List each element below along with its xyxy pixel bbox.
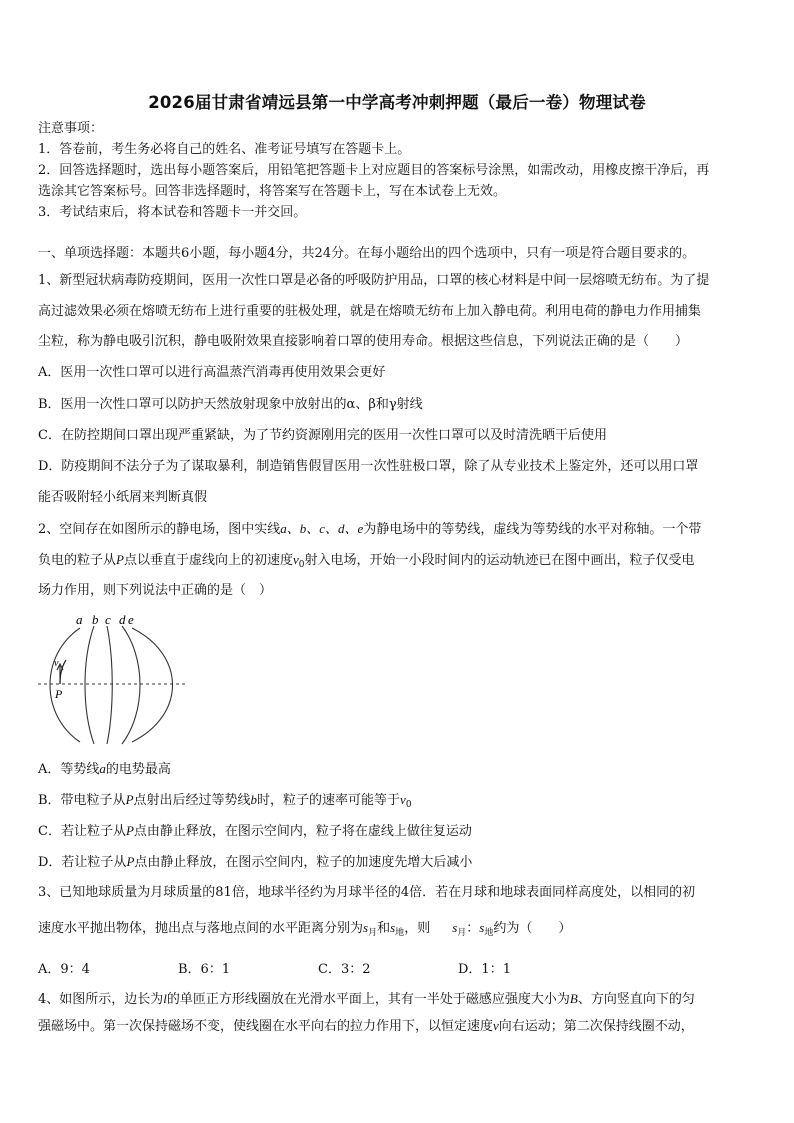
q3-option-d: D．1：1 [458, 962, 511, 977]
q2-stem-line2: 负电的粒子从P点以垂直于虚线向上的初速度$v_0$射入电场，开始一小段时间内的运动轨迹已在图中画出，粒子仅受电 [38, 552, 695, 570]
equipotential-line-b [85, 626, 94, 744]
label-a: a [76, 612, 83, 627]
label-d: d [119, 612, 126, 627]
q1-stem-line1: 1、新型冠状病毒防疫期间，医用一次性口罩是必备的呼吸防护用品，口罩的核心材料是中间一层熔喷无纺布。为了提 [38, 273, 710, 288]
q1-stem-line2: 高过滤效果必须在熔喷无纺布上进行重要的驻极处理，就是在熔喷无纺布上加入静电荷。利用电荷的静电力作用捕集 [38, 304, 702, 319]
q2-option-d: D．若让粒子从P点由静止释放，在图示空间内，粒子的加速度先增大后减小 [38, 854, 473, 870]
q4-stem-line1: 4、如图所示，边长为l的单匝正方形线圈放在光滑水平面上，其有一半处于磁感应强度大小为B、方向竖直向下的匀 [38, 991, 695, 1007]
q3-option-a: A．9：4 [38, 962, 90, 977]
notice-item-1: 1．答卷前，考生务必将自己的姓名、准考证号填写在答题卡上。 [38, 142, 411, 157]
q2-stem-line3: 场力作用，则下列说法中正确的是（ ） [38, 583, 273, 598]
q3-stem-line2: 速度水平抛出物体，抛出点与落地点间的水平距离分别为$s_月$和$s_地$，则 $s_月$：$s_地$约为（ ） [38, 920, 572, 938]
q1-option-a: A．医用一次性口罩可以进行高温蒸汽消毒再使用效果会更好 [38, 365, 386, 380]
q1-option-b: B．医用一次性口罩可以防护天然放射现象中放射出的α、β和γ射线 [38, 397, 423, 412]
equipotential-line-c [107, 626, 112, 744]
point-p-label: P [55, 687, 63, 701]
q1-option-c: C．在防控期间口罩出现严重紧缺，为了节约资源刚用完的医用一次性口罩可以及时清洗晒干后使用 [38, 428, 607, 443]
exam-title: 2026届甘肃省靖远县第一中学高考冲刺押题（最后一卷）物理试卷 [148, 93, 646, 112]
q1-option-d: D．防疫期间不法分子为了谋取暴利，制造销售假冒医用一次性驻极口罩，除了从专业技术上鉴定外，还可以用口罩 [38, 459, 699, 474]
q3-option-b: B．6：1 [178, 962, 231, 977]
velocity-label: v [54, 658, 59, 669]
trajectory [60, 660, 66, 684]
q1-option-d-cont: 能否吸附轻小纸屑来判断真假 [38, 490, 208, 505]
equipotential-figure [38, 610, 198, 750]
equipotential-line-a [50, 628, 80, 742]
q2-option-c: C．若让粒子从P点由静止释放，在图示空间内，粒子将在虚线上做往复运动 [38, 823, 472, 839]
q2-option-b: B．带电粒子从P点射出后经过等势线b时，粒子的速率可能等于$v_0$ [38, 792, 412, 810]
q3-stem-line1: 3、已知地球质量为月球质量的81倍，地球半径约为月球半径的4倍．若在月球和地球表面同样高度处，以相同的初 [38, 885, 696, 900]
notice-item-3: 3．考试结束后，将本试卷和答题卡一并交回。 [38, 205, 307, 220]
notice-item-2: 2．回答选择题时，选出每小题答案后，用铅笔把答题卡上对应题目的答案标号涂黑，如需改动，用橡皮擦干净后，再 [38, 163, 710, 178]
equipotential-line-e [132, 628, 173, 742]
q1-stem-line3: 尘粒，称为静电吸引沉积，静电吸附效果直接影响着口罩的使用寿命。根据这些信息，下列说法正确的是（ ） [38, 334, 689, 349]
q2-stem-line1: 2、空间存在如图所示的静电场，图中实线a、b、c、d、e为静电场中的等势线，虚线为等势线的水平对称轴。一个带 [38, 521, 702, 537]
notice-item-2-cont: 选涂其它答案标号。回答非选择题时，将答案写在答题卡上，写在本试卷上无效。 [38, 184, 507, 199]
equipotential-line-d [122, 626, 140, 744]
section-heading: 一、单项选择题：本题共6小题，每小题4分，共24分。在每小题给出的四个选项中，只有一项是符合题目要求的。 [38, 246, 696, 261]
q4-stem-line2: 强磁场中。第一次保持磁场不变，使线圈在水平向右的拉力作用下，以恒定速度v向右运动；第二次保持线圈不动， [38, 1018, 694, 1034]
q3-options [38, 958, 598, 977]
q3-option-c: C．3：2 [318, 962, 371, 977]
label-e: e [128, 612, 134, 627]
label-b: b [92, 612, 99, 627]
label-c: c [105, 612, 111, 627]
q2-option-a: A．等势线a的电势最高 [38, 761, 171, 777]
notice-heading: 注意事项： [38, 121, 104, 136]
